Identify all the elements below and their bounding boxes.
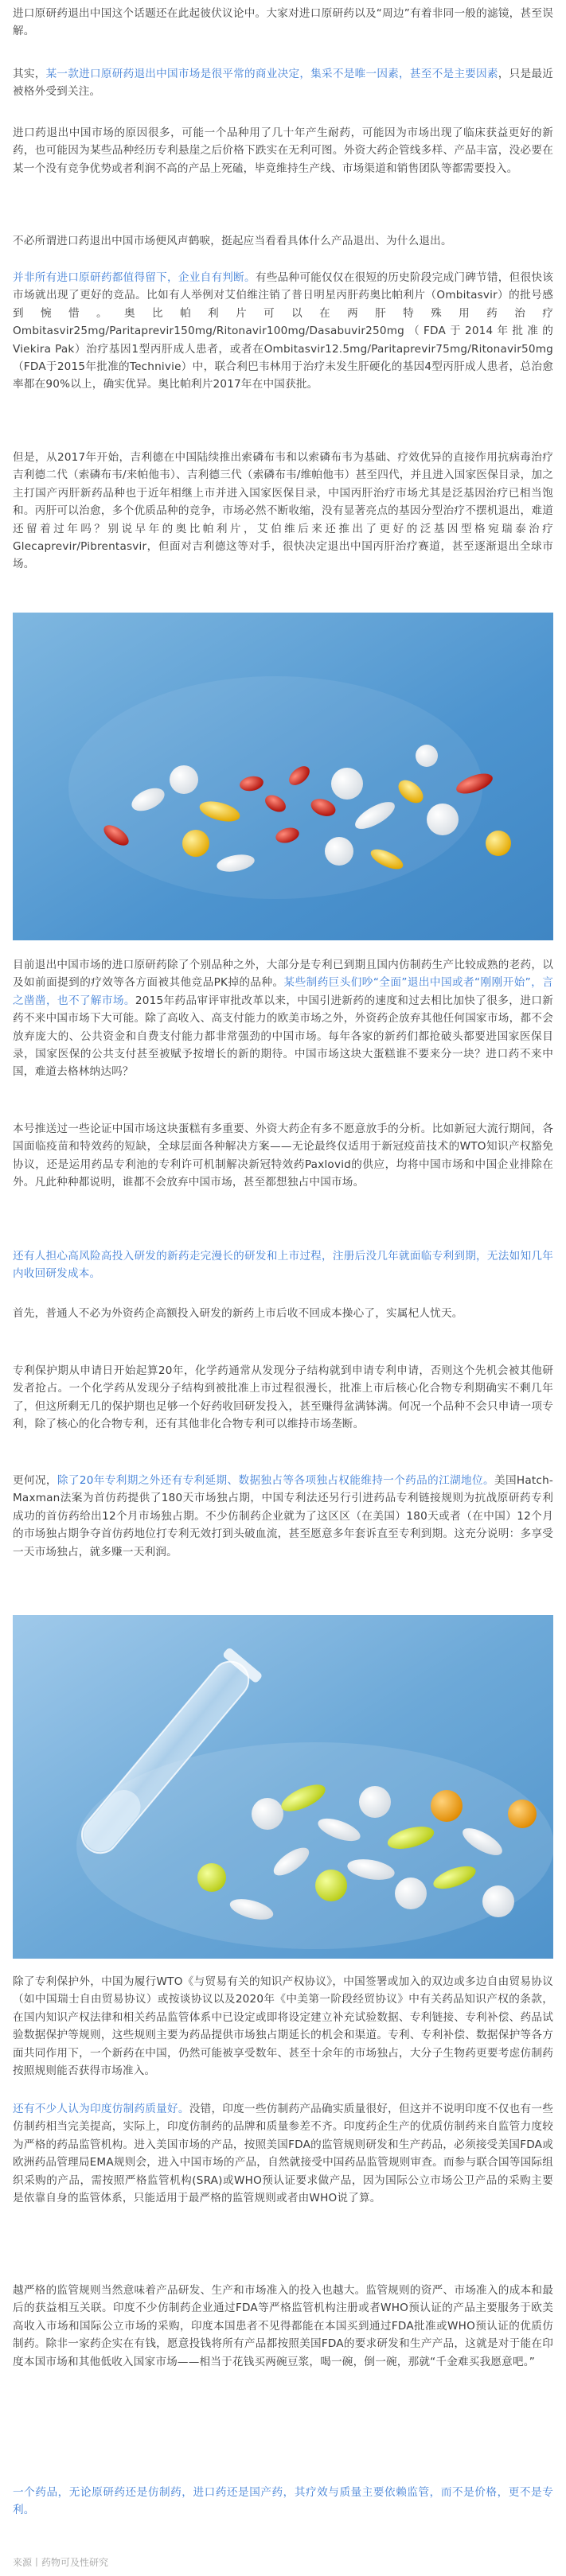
paragraph-15: 越严格的监管规则当然意味着产品研发、生产和市场准入的投入也越大。监管规则的资严、市场准入的成本和最后的获益相互关联。印度不少仿制药企业通过FDA等严格监管机构注册或者WHO预认证的产品主要服务于欧美高收入市场和国际公立市场的采购，印度本国患者不见得都能在本国买到通过FDA批准或WHO预认证的优质仿制药。除非一家药企实在有钱，愿意投钱将所有产品都按照美国FDA的要求研发和生产产品，这就是对于能在印度本国市场和其他低收入国家市场——相当于花钱买两碗豆浆，喝一碗，倒一碗，那就“千金难买我愿意吧。” xyxy=(13,2284,553,2368)
paragraph-7 xyxy=(13,956,553,1103)
paragraph-4: 不必所谓进口药退出中国市场便风声鹤唳，挺起应当看看具体什么产品退出、为什么退出。 xyxy=(13,235,452,247)
text-highlight: 还有不少人认为印度仿制药质量好。 xyxy=(13,2103,189,2115)
paragraph-14 xyxy=(13,2100,553,2263)
photo-pills-blue xyxy=(13,613,553,940)
test-tube-illustration-icon xyxy=(13,1615,553,1959)
text-plain: 专利、专利补偿、数据保护等各方面共同作用下，一个新药在中国，仍然可能被享受数年、甚至十余年的市场独占，大分子生物药更要考虑仿制药按照规则能否获得市场准入。 xyxy=(13,2029,553,2078)
paragraph-3: 进口药退出中国市场的原因很多，可能一个品种用了几十年产生耐药，可能因为市场出现了临床获益更好的新药，也可能因为某些品种经历专利悬崖之后价格下跌实在无利可图。外资大药企管线多样、产品丰富，没必要在某一个没有竞争优势或者利润不高的产品上死磕，毕竟维持生产线、市场渠道和销售团队等都需要投入。 xyxy=(13,126,553,175)
text-plain: 2015年药品审评审批改革以来，中国引进新药的速度和过去相比加快了很多，进口新药不来中国市场下大可能。除了高收入、高支付能力的欧美市场之外，外资药企放弃其他任何国家市场，都不会放弃庞大的、公共资金和自费支付能力都非常强劲的中国市场。每年各家的新药们都抢破头都要进国家医保目录，国家医保的公共支付甚至被赋予按增长的新的期待。中国市场这块大蛋糕谁不要来分一块？进口药不来中国，难道去格林纳达吗？ xyxy=(13,994,553,1079)
text-plain: 其实， xyxy=(13,68,46,80)
text-plain: 没错，印度一些仿制药产品确实质量很好，但这并不说明印度不仅也有一些仿制药相当完美提高，实际上，印度仿制药的品牌和质量参差不齐。印度药企生产的优质仿制药来自监管力度较为严格的药品监管机构。进入美国市场的产品，按照美国FDA的监管规则研发和生产药品，必须接受美国FDA或欧洲药品管理局EMA规则会，进入中国市场的产品，自然就接受中国药品监管规则审查。而参与联合国等国际组织采购的产品，需按照严格监管机构(SRA)或WHO预认证要求做产品，因为国际公立市场公卫产品的采购主要是依靠自身的监管体系，只能适用于最严格的监管规则或者由WHO说了算。 xyxy=(13,2103,553,2205)
text-plain: ，只是最近被格外受到关注。 xyxy=(13,68,553,99)
text-highlight: 并非所有进口原研药都值得留下，企业自有判断。 xyxy=(13,271,256,284)
paragraph-conclusion: 一个药品，无论原研药还是仿制药，进口药还是国产药，其疗效与质量主要依赖监管，而不是价格，更不是专利。 xyxy=(13,2486,553,2517)
text-plain: 更何况， xyxy=(13,1474,57,1487)
text-highlight: 某一款进口原研药退出中国市场是很平常的商业决定，集采不是唯一因素，甚至不是主要因素 xyxy=(45,68,498,80)
text-highlight: 除了20年专利期之外还有专利延期、数据独占等各项独占权能维持一个药品的江湖地位。 xyxy=(57,1474,494,1487)
paragraph-11: 专利保护期从申请日开始起算20年，化学药通常从发现分子结构就到申请专利申请，否则这个先机会被其他研发者抢占。一个化学药从发现分子结构到被批准上市过程很漫长，批准上市后核心化合物专利期确实不剩几年了，但这所剩无几的保护期也足够一个好药收回研发投入，甚至赚得盆满钵满。何况一个品种不会只申请一项专利，除了核心的化合物专利，还有其他非化合物专利可以维持市场垄断。 xyxy=(13,1364,553,1431)
paragraph-12 xyxy=(13,1472,553,1599)
paragraph-intro: 进口原研药退出中国这个话题还在此起彼伏议论中。大家对进口原研药以及“周边”有着非同一般的滤镜，甚至误解。 xyxy=(13,7,553,38)
paragraph-2 xyxy=(13,65,553,102)
paragraph-5 xyxy=(13,269,553,432)
paragraph-13 xyxy=(13,1973,553,2083)
photo-pills-test-tube xyxy=(13,1615,553,1959)
pills-illustration-icon xyxy=(13,613,553,940)
paragraph-6: 但是，从2017年开始，吉利德在中国陆续推出索磷布韦和以索磷布韦为基础、疗效优异的直接作用抗病毒治疗吉利德二代（索磷布韦/来帕他韦）、吉利德三代（索磷布韦/维帕他韦）甚至四代，并且进入国家医保目录，加之主打国产丙肝新药品种也于近年相继上市并进入国家医保目录，中国丙肝治疗市场尤其是泛基因治疗已相当饱和。丙肝可以治愈，多个优质品种的竞争，市场必然不断收缩，没有显著亮点的基因分型治疗不摆机退出，难道还留着过年吗？别说早年的奥比帕利片，艾伯维后来还推出了更好的泛基因型格宛瑞泰治疗Glecaprevir/Pibrentasvir，但面对吉利德这等对手，很快决定退出中国丙肝治疗赛道，甚至逐渐退出全球市场。 xyxy=(13,451,553,571)
text-plain: 美国Hatch-Maxman法案为首仿药提供了180天市场独占期，中国专利法还另行引进药品专利链接规则为抗战原研药专利成功的首仿药给出12个月市场独占期。不少仿制药企业就为了这区区（在美国）180天或者（在中国）12个月的市场独占期争夺首仿药地位打专利无效打到头破血流，甚至愿意多年套诉直至专利到期。这充分说明：多享受一天市场独占，就多赚一天利润。 xyxy=(13,1474,553,1558)
paragraph-9: 还有人担心高风险高投入研发的新药走完漫长的研发和上市过程，注册后没几年就面临专利到期，无法如知几年内收回研发成本。 xyxy=(13,1250,553,1281)
text-plain: 有些品种可能仅仅在很短的历史阶段完成门碑节错，但很快该市场就出现了更好的竞品。比如有人举例对艾伯维注销了普日明星丙肝药奥比帕利片（Ombitasvir）的批号感到惋惜。奥比帕利片可以在两肝特殊用药治疗Ombitasvir25mg/Paritaprevir150mg/Ritonavir100mg/Dasabuvir250mg（FDA于2014年批准的Viekira Pak）治疗基因1型丙肝成人患者，或者在Ombitasvir12.5mg/Paritaprevir75mg/Ritonavir50mg（FDA于2015年批准的Technivie）中，联合利巴韦林用于治疗未发生肝硬化的基因4型丙肝成人患者，总治愈率都在90%以上，确实优异。奥比帕利片2017年在中国获批。 xyxy=(13,271,553,391)
text-highlight: 某些制药巨头们吵“全面”退出中国或者“刚刚开始”，言之凿凿，也不了解市场。 xyxy=(13,976,553,1007)
paragraph-10: 首先，普通人不必为外资药企高额投入研发的新药上市后收不回成本操心了，实属杞人忧天。 xyxy=(13,1307,463,1320)
text-plain: 目前退出中国市场的进口原研药除了个别品种之外，大部分是专利已到期且国内仿制药生产比较成熟的老药，以及如前面提到的疗效等各方面被其他竞品PK掉的品种。 xyxy=(13,959,553,990)
source-attribution: 来源丨药物可及性研究 xyxy=(13,2557,109,2568)
text-plain: 除了专利保护外，中国为履行WTO《与贸易有关的知识产权协议》，中国签署或加入的双边或多边自由贸易协议（如中国瑞士自由贸易协议）或按谈协议以及2020年《中美第一阶段经贸协议》中有关药品知识产权的条款，在国内知识产权法律和相关药品监管体系中已设定或即将设定建立补充试验数据、专利链接、专利补偿、药品试验数据保护等规则，这些规则主要为药品提供市场独占期延长的机会和渠道。 xyxy=(13,1975,553,2042)
paragraph-8: 本号推送过一些论证中国市场这块蛋糕有多重要、外资大药企有多不愿意放手的分析。比如新冠大流行期间，各国面临疫苗和特效药的短缺，全球层面各种解决方案——无论最终仅适用于新冠疫苗技术的WTO知识产权豁免协议，还是运用药品专利池的专利许可机制解决新冠特效药Paxlovid的供应，均将中国市场和中国企业排除在外。凡此种种都说明，谁都不会放弃中国市场，甚至都想独占中国市场。 xyxy=(13,1123,553,1189)
